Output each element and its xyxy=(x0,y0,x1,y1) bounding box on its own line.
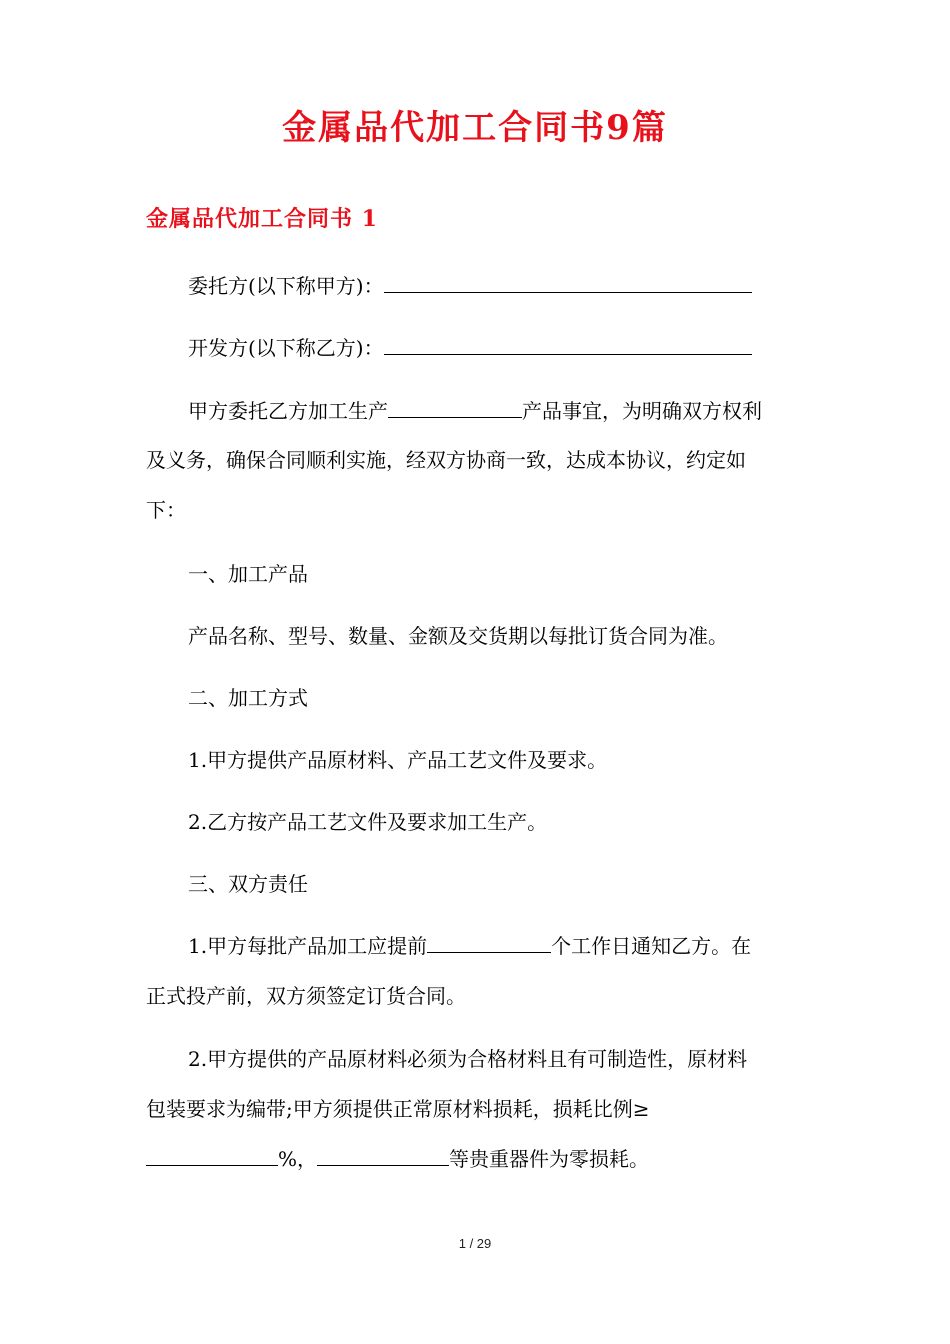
paragraph-line: 及义务，确保合同顺利实施，经双方协商一致，达成本协议，约定如 xyxy=(146,448,746,472)
text-segment: 等贵重器件为零损耗。 xyxy=(449,1147,650,1171)
paragraph-line xyxy=(146,1145,826,1173)
components-blank xyxy=(317,1145,449,1166)
paragraph-line xyxy=(188,334,868,362)
paragraph-line: 1.甲方提供产品原材料、产品工艺文件及要求。 xyxy=(188,748,608,772)
page-number: 1 / 29 xyxy=(458,1236,492,1251)
paragraph-line xyxy=(188,272,868,300)
text-segment: 个工作日通知乙方。在 xyxy=(551,934,752,958)
clause-heading: 二、加工方式 xyxy=(188,686,308,710)
paragraph-line: 正式投产前，双方须签定订货合同。 xyxy=(146,984,466,1008)
ratio-blank xyxy=(146,1145,278,1166)
paragraph-line: 产品名称、型号、数量、金额及交货期以每批订货合同为准。 xyxy=(188,624,728,648)
paragraph-line xyxy=(188,932,868,960)
paragraph-line: 下： xyxy=(146,498,186,522)
section-heading: 金属品代加工合同书 1 xyxy=(146,206,378,232)
text-segment: 1.甲方每批产品加工应提前 xyxy=(188,934,428,958)
party-b-blank xyxy=(384,334,752,355)
paragraph-line: 包装要求为编带;甲方须提供正常原材料损耗，损耗比例≥ xyxy=(146,1097,650,1121)
text-segment: 甲方委托乙方加工生产 xyxy=(188,399,388,423)
clause-heading: 三、双方责任 xyxy=(188,872,308,896)
paragraph-line: 2.乙方按产品工艺文件及要求加工生产。 xyxy=(188,810,548,834)
document-title: 金属品代加工合同书9篇 xyxy=(282,108,668,148)
days-blank xyxy=(427,932,551,953)
paragraph-line: 2.甲方提供的产品原材料必须为合格材料且有可制造性，原材料 xyxy=(188,1047,748,1071)
clause-heading: 一、加工产品 xyxy=(188,562,308,586)
text-segment: %， xyxy=(278,1147,318,1171)
text-segment: 产品事宜，为明确双方权利 xyxy=(522,399,762,423)
product-blank xyxy=(388,397,522,418)
party-b-label: 开发方(以下称乙方)： xyxy=(188,336,384,360)
party-a-label: 委托方(以下称甲方)： xyxy=(188,274,384,298)
paragraph-line xyxy=(188,397,868,425)
party-a-blank xyxy=(384,272,752,293)
